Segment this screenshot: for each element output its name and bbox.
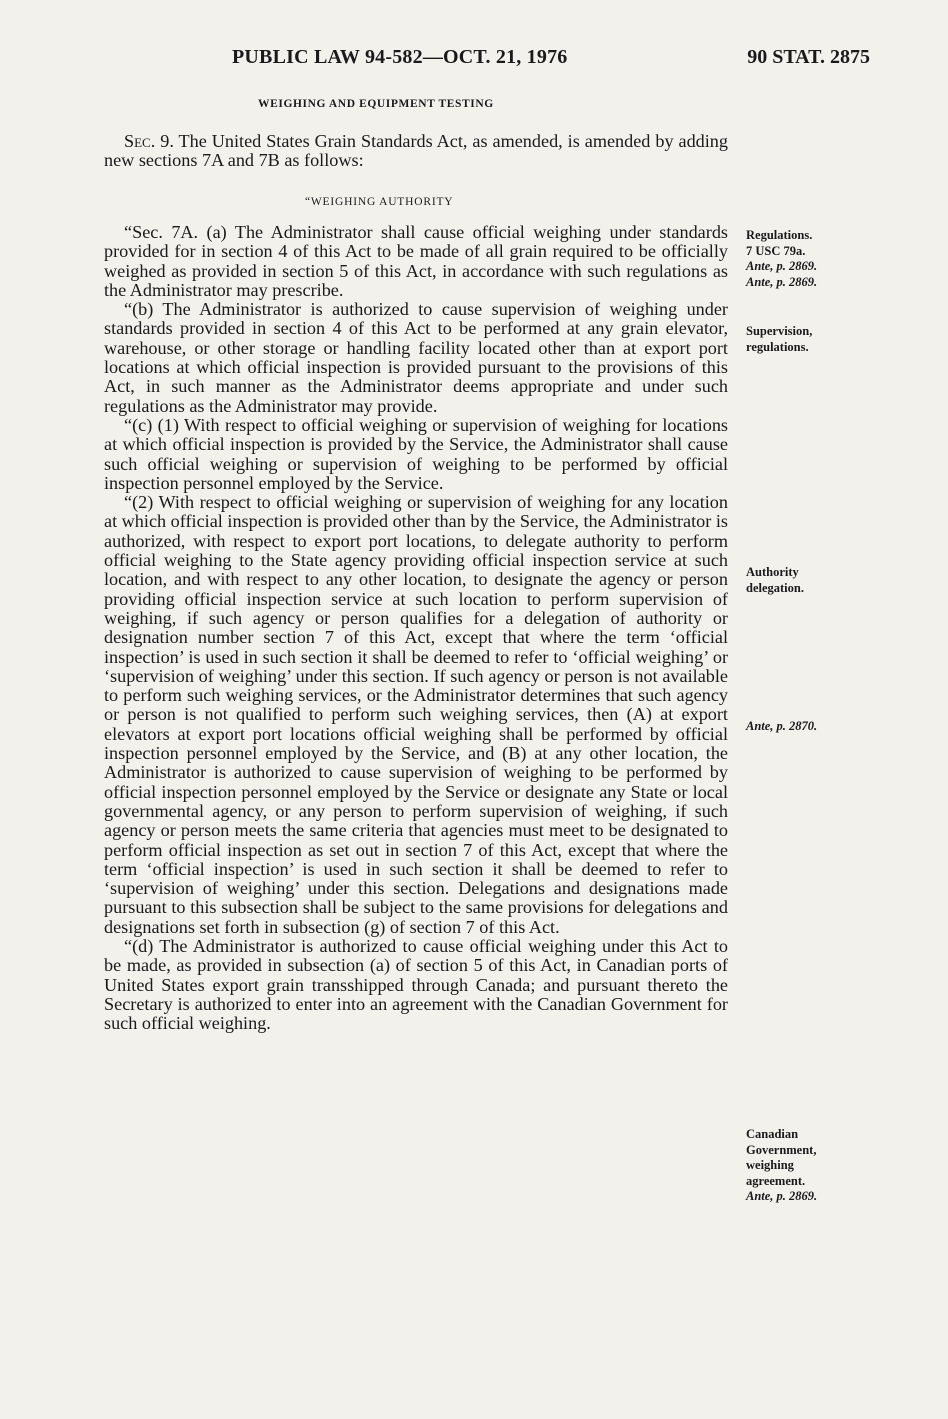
sec-label: Sec. — [124, 131, 156, 151]
paragraph-c1: “(c) (1) With respect to official weighing or supervision of weighing for locations at which official inspection is provided by the Service, the Administrator shall cause such official weighing or supervision of weighing to be performed by official inspection personnel employed by the Service. — [104, 414, 728, 493]
intro-paragraph — [104, 132, 728, 171]
section-heading: WEIGHING AND EQUIPMENT TESTING — [258, 98, 494, 110]
margin-note-ante-2870: Ante, p. 2870. — [746, 719, 818, 733]
paragraph-d: “(d) The Administrator is authorized to cause official weighing under this Act to be made, as provided in subsection (a) of section 5 of this Act, in Canadian ports of United States export grain transshipped through Canada; and pursuant thereto the Secretary is authorized to enter into an agreement with the Canadian Government for such official weighing. — [104, 935, 728, 1034]
margin-note-supervision: Supervision, regulations. — [746, 324, 813, 354]
main-text — [104, 223, 728, 1033]
paragraph-c2: “(2) With respect to official weighing or supervision of weighing for any location at which official inspection is provided other than by the Service, the Administrator is authorized, with respect to export port locations, to delegate authority to perform official weighing to the State agency providing official inspection service at such location, and with respect to any other location, to designate the agency or person providing official inspection service at such location to perform supervision of weighing, if such agency or person qualifies for a delegation of authority or designation number section 7 of this Act, except that where the term ‘official inspection’ is used in such section it shall be deemed to refer to ‘official weighing’ or ‘supervision of weighing’ under this section. If such agency or person is not available to perform such weighing services, or the Administrator determines that such agency or person is not qualified to perform such weighing services, then (A) at export elevators at export port locations official weighing shall be performed by official inspection personnel employed by the Service, and (B) at any other location, the Administrator is authorized to cause supervision of weighing to be performed by official inspection personnel employed by the Service or designate any State or local governmental agency, or any person to perform supervision of weighing, if such agency or person meets the same criteria that agencies must meet to be designated to perform official inspection as set out in section 7 of this Act, except that where the term ‘official inspection’ is used in such section it shall be deemed to refer to ‘supervision of weighing’ under this section. Delegations and designations made pursuant to this subsection shall be subject to the same provisions for delegations and designations set forth in subsection (g) of section 7 of this Act. — [104, 492, 728, 937]
margin-note-canadian: Canadian Government, weighing agreement. Ante, p. 2869. — [746, 1127, 818, 1203]
sub-heading: “WEIGHING AUTHORITY — [305, 196, 454, 208]
margin-note-regulations: Regulations. 7 USC 79a. Ante, p. 2869. Ante, p. 2869. — [746, 228, 818, 289]
margin-note-authority: Authority delegation. — [746, 565, 804, 595]
paragraph-a: “Sec. 7A. (a) The Administrator shall cause official weighing under standards provided for in section 4 of this Act to be made of all grain required to be officially weighed as provided in section 5 of this Act, in accordance with such regulations as the Administrator may prescribe. — [104, 222, 728, 300]
statute-citation: 90 STAT. 2875 — [747, 46, 870, 68]
law-title: PUBLIC LAW 94-582—OCT. 21, 1976 — [232, 46, 568, 68]
paragraph-b: “(b) The Administrator is authorized to cause supervision of weighing under standards provided in section 4 of this Act to be performed at any grain elevator, warehouse, or other storage or handling facility located other than at export port locations at which official inspection is provided pursuant to the provisions of this Act, in such manner as the Administrator deems appropriate and under such regulations as the Administrator may provide. — [104, 299, 728, 416]
page-header — [0, 46, 948, 76]
intro-text: 9. The United States Grain Standards Act, as amended, is amended by adding new sections 7A and 7B as follows: — [104, 131, 728, 171]
